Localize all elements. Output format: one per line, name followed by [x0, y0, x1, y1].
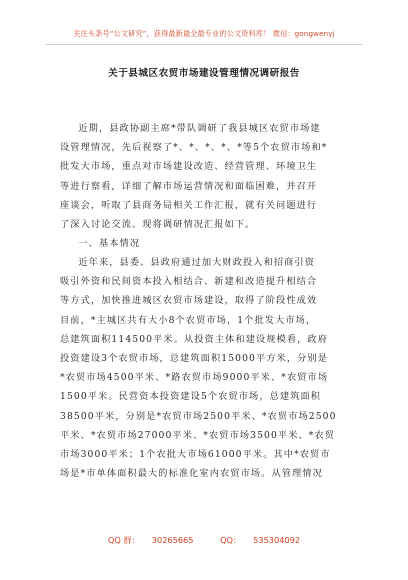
banner-divider: [46, 44, 362, 45]
paragraph-line: 设管理情况，先后视察了*、*、*、*、*等5个农贸市场和*: [60, 142, 328, 154]
qq-group-label: QQ 群：: [107, 535, 140, 545]
qq-group-contact: [102, 535, 200, 545]
paragraph-line: 市场3000平米；1个农批大市场61000平米。其中*农贸市: [60, 449, 331, 461]
paragraph-line: 1500平米。民营资本投资建设5个农贸市场，总建筑面积: [60, 391, 322, 403]
paragraph-line: *农贸市场4500平米、*路农贸市场9000平米、*农贸市场: [60, 372, 329, 384]
qq-number: 535304092: [253, 535, 301, 545]
paragraph-line: 近年来，县委、县政府通过加大财政投入和招商引资: [78, 257, 316, 268]
paragraph-line: 了深入讨论交流。现将调研情况汇报如下。: [60, 219, 256, 231]
intro-paragraph: [60, 119, 350, 234]
contact-footer: [0, 535, 408, 546]
paragraph-line: 目前，*主城区共有大小8个农贸市场，1个批发大市场，: [60, 314, 317, 326]
paragraph-line: 总建筑面积114500平米。从投资主体和建设规模看，政府: [60, 333, 328, 345]
qq-group-number: 30265665: [151, 535, 194, 545]
paragraph-line: 场是*市单体面积最大的标准化室内农贸市场。从管理情况: [60, 468, 323, 480]
paragraph-line: 近期，县政协副主席*带队调研了我县城区农贸市场建: [78, 123, 321, 134]
qq-label: QQ：: [220, 535, 242, 545]
paragraph-line: 38500平米，分别是*农贸市场2500平米、*农贸市场2500: [60, 410, 337, 422]
paragraph-line: 批发大市场，重点对市场建设改造、经营管理、环境卫生: [60, 161, 318, 173]
paragraph-line: 投资建设3个农贸市场，总建筑面积15000平方米，分别是: [60, 353, 328, 365]
paragraph-line: 吸引外资和民间资本投入相结合、新建和改造提升相结合: [60, 276, 318, 288]
paragraph-line: 等进行察看，详细了解市场运营情况和面临困难，并召开: [60, 180, 318, 192]
basic-situation-paragraph: [60, 253, 350, 483]
document-title: 关于县城区农贸市场建设管理情况调研报告: [108, 68, 300, 79]
paragraph-line: 座谈会，听取了县商务局相关工作汇报，就有关问题进行: [60, 199, 318, 211]
promo-banner: 关注头条号“公文研究”，获得最新最全最专业的公文资料库！ 微信：gongwenyj: [73, 29, 335, 38]
paragraph-line: 平米、*农贸市场27000平米、*农贸市场3500平米、*农贸: [60, 429, 336, 441]
qq-contact: [214, 535, 306, 545]
paragraph-line: 等方式，加快推进城区农贸市场建设，取得了阶段性成效: [60, 295, 318, 307]
section-heading-text: 一、基本情况: [78, 238, 141, 249]
section-heading: [60, 234, 350, 253]
